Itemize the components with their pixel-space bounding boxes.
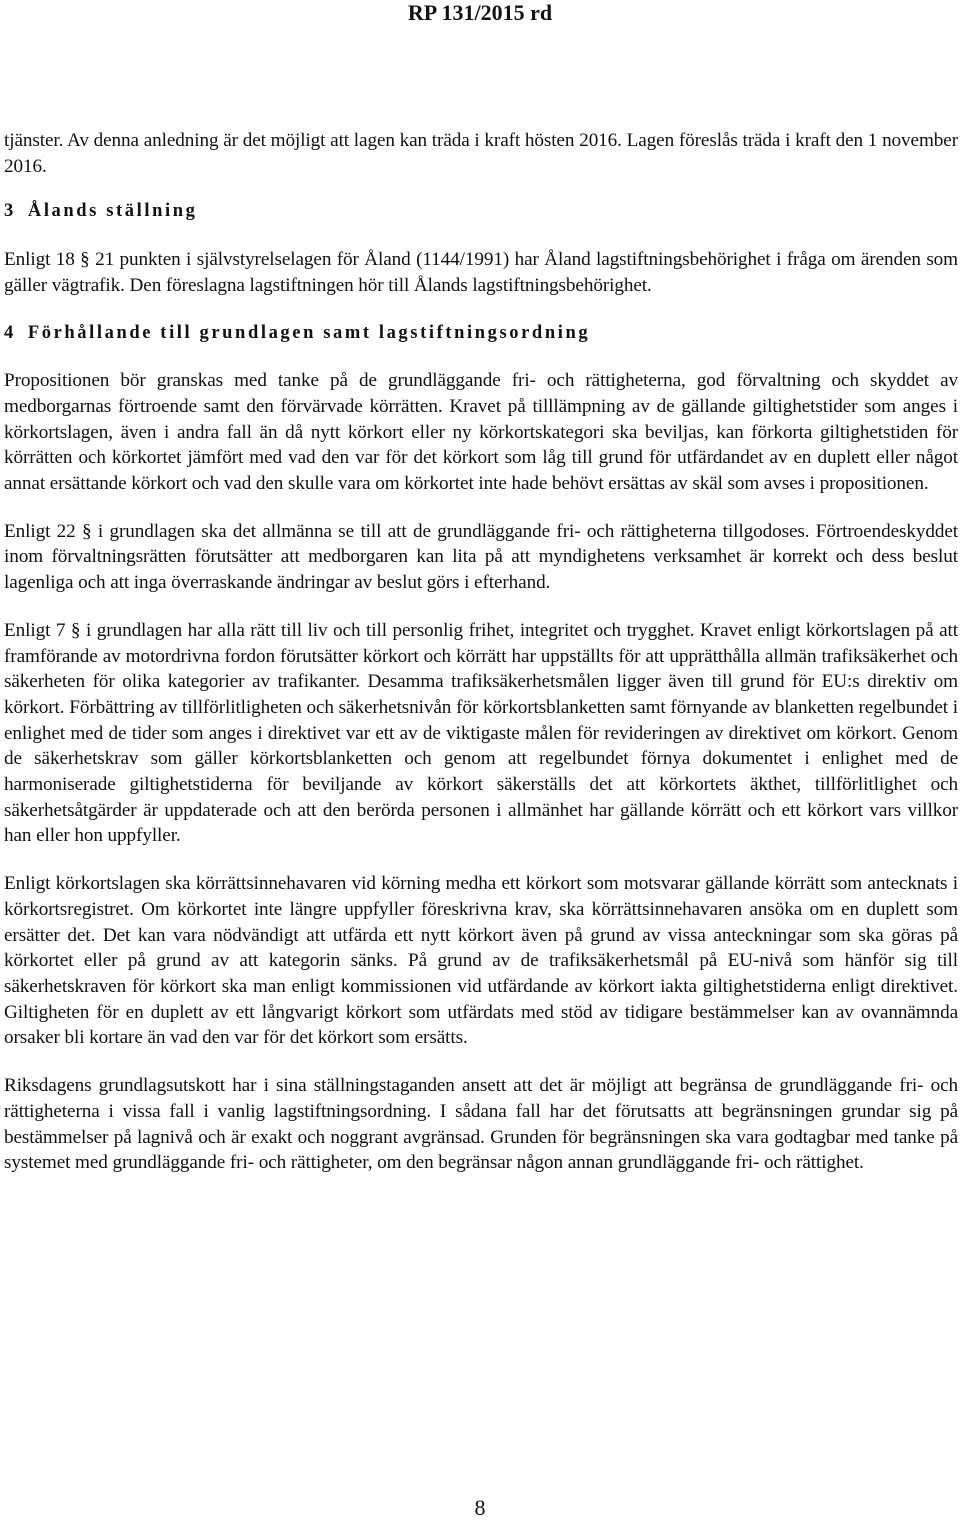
paragraph-propositionen: Propositionen bör granskas med tanke på de grundläggande fri- och rättigheterna, god förvaltning och skyddet av medborgarnas förtroende samt den förvärvade körrätten. Kravet på tilllämpning av de gällande giltighetstider som anges i körkortslagen, även i andra fall än då nytt körkort eller ny körkortskategori ska beviljas, kan förkorta giltighetstiden för körrätten och körkortet jämfört med vad den var för det körkort som låg till grund för utfärdandet av en duplett eller något annat ersättande körkort och vad den skulle vara om körkortet inte hade behövt ersättas av skäl som avses i propositionen. xyxy=(4,370,958,495)
section-heading-4 xyxy=(4,321,958,347)
document-body xyxy=(4,128,958,1198)
paragraph-aland: Enligt 18 § 21 punkten i självstyrelselagen för Åland (1144/1991) har Åland lagstiftningsbehörighet i fråga om ärenden som gäller vägtrafik. Den föreslagna lagstiftningen hör till Ålands lagstiftningsbehörighet. xyxy=(4,249,958,296)
page-header xyxy=(0,0,960,26)
paragraph-intro: tjänster. Av denna anledning är det möjligt att lagen kan träda i kraft hösten 2016. Lagen föreslås träda i kraft den 1 november 2016. xyxy=(4,130,958,177)
page-number: 8 xyxy=(474,1495,486,1520)
section-number: 3 xyxy=(4,201,16,222)
paragraph-22-paragraf: Enligt 22 § i grundlagen ska det allmänna se till att de grundläggande fri- och rättigheterna tillgodoses. Förtroendeskyddet inom förvaltningsrätten förutsätter att medborgaren kan lita på att myndighetens verksamhet är korrekt och dess beslut lagenliga och att inga överraskande ändringar av beslut görs i efterhand. xyxy=(4,520,958,594)
paragraph-korkortslagen: Enligt körkortslagen ska körrättsinnehavaren vid körning medha ett körkort som motsvarar gällande körrätt som antecknats i körkortsregistret. Om körkortet inte längre uppfyller föreskrivna krav, ska körrättsinnehavaren ansöka om en duplett som ersätter det. Det kan vara nödvändigt att utfärda ett nytt körkort även på grund av vissa anteckningar som ska göras på körkortet eller på grund av att kategorin sänks. På grund av de trafiksäkerhetsmål på EU-nivå som hänför sig till säkerhetskraven för körkort ska man enligt kommissionen vid utfärdande av körkort iakta giltighetstiderna enligt direktivet. Giltigheten för en duplett av ett långvarigt körkort som utfärdats med stöd av tidigare bestämmelser kan av ovannämnda orsaker bli kortare än vad den var för det körkort som ersätts. xyxy=(4,873,958,1049)
paragraph-7-paragraf: Enligt 7 § i grundlagen har alla rätt till liv och till personlig frihet, integritet och trygghet. Kravet enligt körkortslagen på att framförande av motordrivna fordon förutsätter körkort och körrätt har uppställts för att upprätthålla allmän trafiksäkerhet och säkerheten för olika kategorier av trafikanter. Desamma trafiksäkerhetsmålen ligger även till grund för EU:s direktiv om körkort. Förbättring av tillförlitligheten och säkerhetsnivån för körkortsblanketten samt förnyande av blanketten regelbundet i enlighet med de tider som anges i direktivet var ett av de viktigaste målen för revideringen av direktivet om körkort. Genom de säkerhetskrav som gäller körkortsblanketten och genom att regelbundet förnya dokumentet i enlighet med de harmoniserade giltighetstiderna för beviljande av körkort säkerställs det att körkortets äkthet, tillförlitlighet och säkerhetsåtgärder är uppdaterade och att den berörda personen i allmänhet har gällande körrätt och ett körkort vars villkor han eller hon uppfyller. xyxy=(4,619,958,847)
section-title: Förhållande till grundlagen samt lagstiftningsordning xyxy=(27,322,591,343)
document-id: RP 131/2015 rd xyxy=(407,0,553,25)
section-number: 4 xyxy=(4,322,16,343)
section-title: Ålands ställning xyxy=(27,201,198,222)
paragraph-grundlagsutskott: Riksdagens grundlagsutskott har i sina ställningstaganden ansett att det är möjligt att begränsa de grundläggande fri- och rättigheterna i vissa fall i vanlig lagstiftningsordning. I sådana fall har det förutsatts att begränsningen grundar sig på bestämmelser på lagnivå och är exakt och noggrant avgränsad. Grunden för begränsningen ska vara godtagbar med tanke på systemet med grundläggande fri- och rättigheter, om den begränsar någon annan grundläggande fri- och rättighet. xyxy=(4,1075,958,1174)
section-heading-3 xyxy=(4,199,958,225)
